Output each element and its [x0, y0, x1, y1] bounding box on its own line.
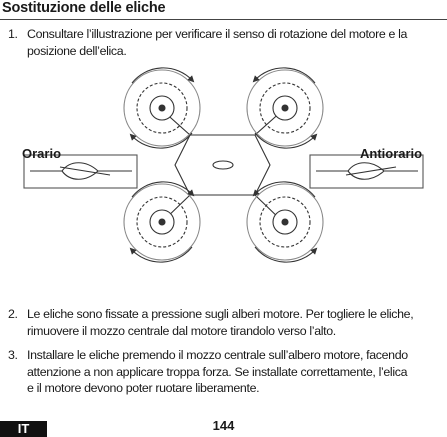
step-number: 1. — [8, 27, 18, 41]
title-rule — [0, 19, 447, 20]
step-line: posizione dell’elica. — [27, 43, 127, 58]
step-line: rimuovere il mozzo centrale dal motore tirandolo verso l’alto. — [27, 323, 336, 338]
rotor-front-right — [247, 68, 323, 148]
drone-body — [175, 135, 270, 195]
page-number: 144 — [212, 418, 235, 433]
step-text — [27, 347, 408, 397]
counterclockwise-label: Antiorario — [360, 146, 423, 161]
step-number: 2. — [8, 307, 18, 321]
step-line: e il motore devono poter ruotare liberamente. — [27, 381, 260, 395]
step-line: attenzione a non applicare troppa forza. Se installate correttamente, l’elica — [27, 364, 408, 379]
propeller-diagram — [0, 60, 447, 292]
clockwise-label: Orario — [22, 146, 62, 161]
step-text — [27, 306, 413, 339]
step-line: Installare le eliche premendo il mozzo centrale sull’albero motore, facendo — [27, 348, 408, 362]
step-line: Le eliche sono fissate a pressione sugli alberi motore. Per togliere le eliche, — [27, 307, 414, 321]
language-tab: IT — [0, 421, 47, 437]
step-number: 3. — [8, 348, 18, 362]
rotor-front-left — [124, 68, 200, 148]
section-title: Sostituzione delle eliche — [2, 0, 166, 16]
rotor-rear-left — [124, 182, 200, 262]
step-line: Consultare l’illustrazione per verificare il senso di rotazione del motore e la — [27, 27, 408, 41]
rotor-rear-right — [247, 182, 323, 262]
step-text — [27, 26, 407, 59]
